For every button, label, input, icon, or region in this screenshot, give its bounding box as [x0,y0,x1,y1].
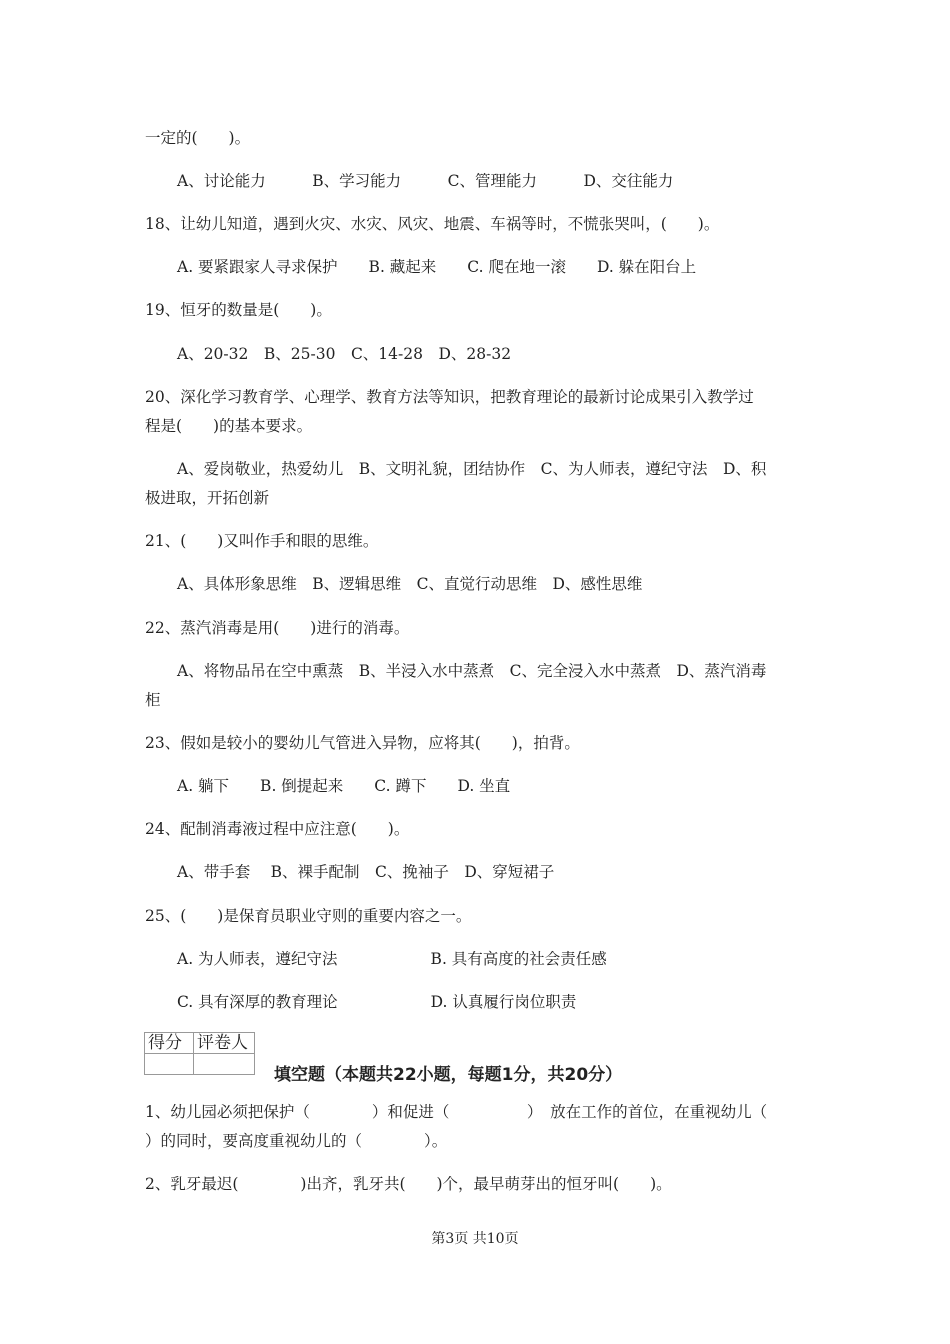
page-footer: 第3页 共10页 [431,1231,519,1247]
section-title: 填空题（本题共22小题，每题1分，共20分） [274,1065,623,1085]
text-line: 19、恒牙的数量是( )。 [145,301,332,319]
score-box [144,1032,255,1075]
text-line: A、带手套 B、裸手配制 C、挽袖子 D、穿短裙子 [177,863,555,881]
text-line: 21、( )又叫作手和眼的思维。 [145,532,379,550]
text-line: A、具体形象思维 B、逻辑思维 C、直觉行动思维 D、感性思维 [177,575,643,593]
text-line: 18、让幼儿知道，遇到火灾、水灾、风灾、地震、车祸等时，不慌张哭叫，( )。 [145,215,720,233]
text-line: 极进取，开拓创新 [145,489,270,507]
text-line: A、爱岗敬业，热爱幼儿 B、文明礼貌，团结协作 C、为人师表，遵纪守法 D、积 [177,460,767,478]
text-line: A. 为人师表，遵纪守法 B. 具有高度的社会责任感 [177,950,607,968]
text-line: 24、配制消毒液过程中应注意( )。 [145,820,410,838]
text-line: 25、( )是保育员职业守则的重要内容之一。 [145,907,472,925]
grader-cell [194,1054,255,1075]
score-cell [145,1054,194,1075]
text-line: A、将物品吊在空中熏蒸 B、半浸入水中蒸煮 C、完全浸入水中蒸煮 D、蒸汽消毒 [177,662,767,680]
text-line: A、讨论能力 B、学习能力 C、管理能力 D、交往能力 [177,172,674,190]
text-line: 柜 [145,691,161,709]
text-line: 一定的( )。 [145,129,251,147]
grader-label: 评卷人 [194,1033,255,1054]
text-line: A. 要紧跟家人寻求保护 B. 藏起来 C. 爬在地一滚 D. 躲在阳台上 [177,258,697,276]
text-line: 1、幼儿园必须把保护（ ）和促进（ ） 放在工作的首位，在重视幼儿（ [145,1103,768,1121]
score-label: 得分 [145,1033,194,1054]
text-line: A. 躺下 B. 倒提起来 C. 蹲下 D. 坐直 [177,777,511,795]
text-line: 22、蒸汽消毒是用( )进行的消毒。 [145,619,410,637]
text-line: A、20-32 B、25-30 C、14-28 D、28-32 [177,345,512,363]
text-line: 2、乳牙最迟( )出齐，乳牙共( )个，最早萌芽出的恒牙叫( )。 [145,1175,672,1193]
text-line: ）的同时，要高度重视幼儿的（ ）。 [145,1132,448,1150]
text-line: C. 具有深厚的教育理论 D. 认真履行岗位职责 [177,993,577,1011]
text-line: 20、深化学习教育学、心理学、教育方法等知识，把教育理论的最新讨论成果引入教学过 [145,388,754,406]
text-line: 23、假如是较小的婴幼儿气管进入异物，应将其( )，拍背。 [145,734,580,752]
text-line: 程是( )的基本要求。 [145,417,313,435]
